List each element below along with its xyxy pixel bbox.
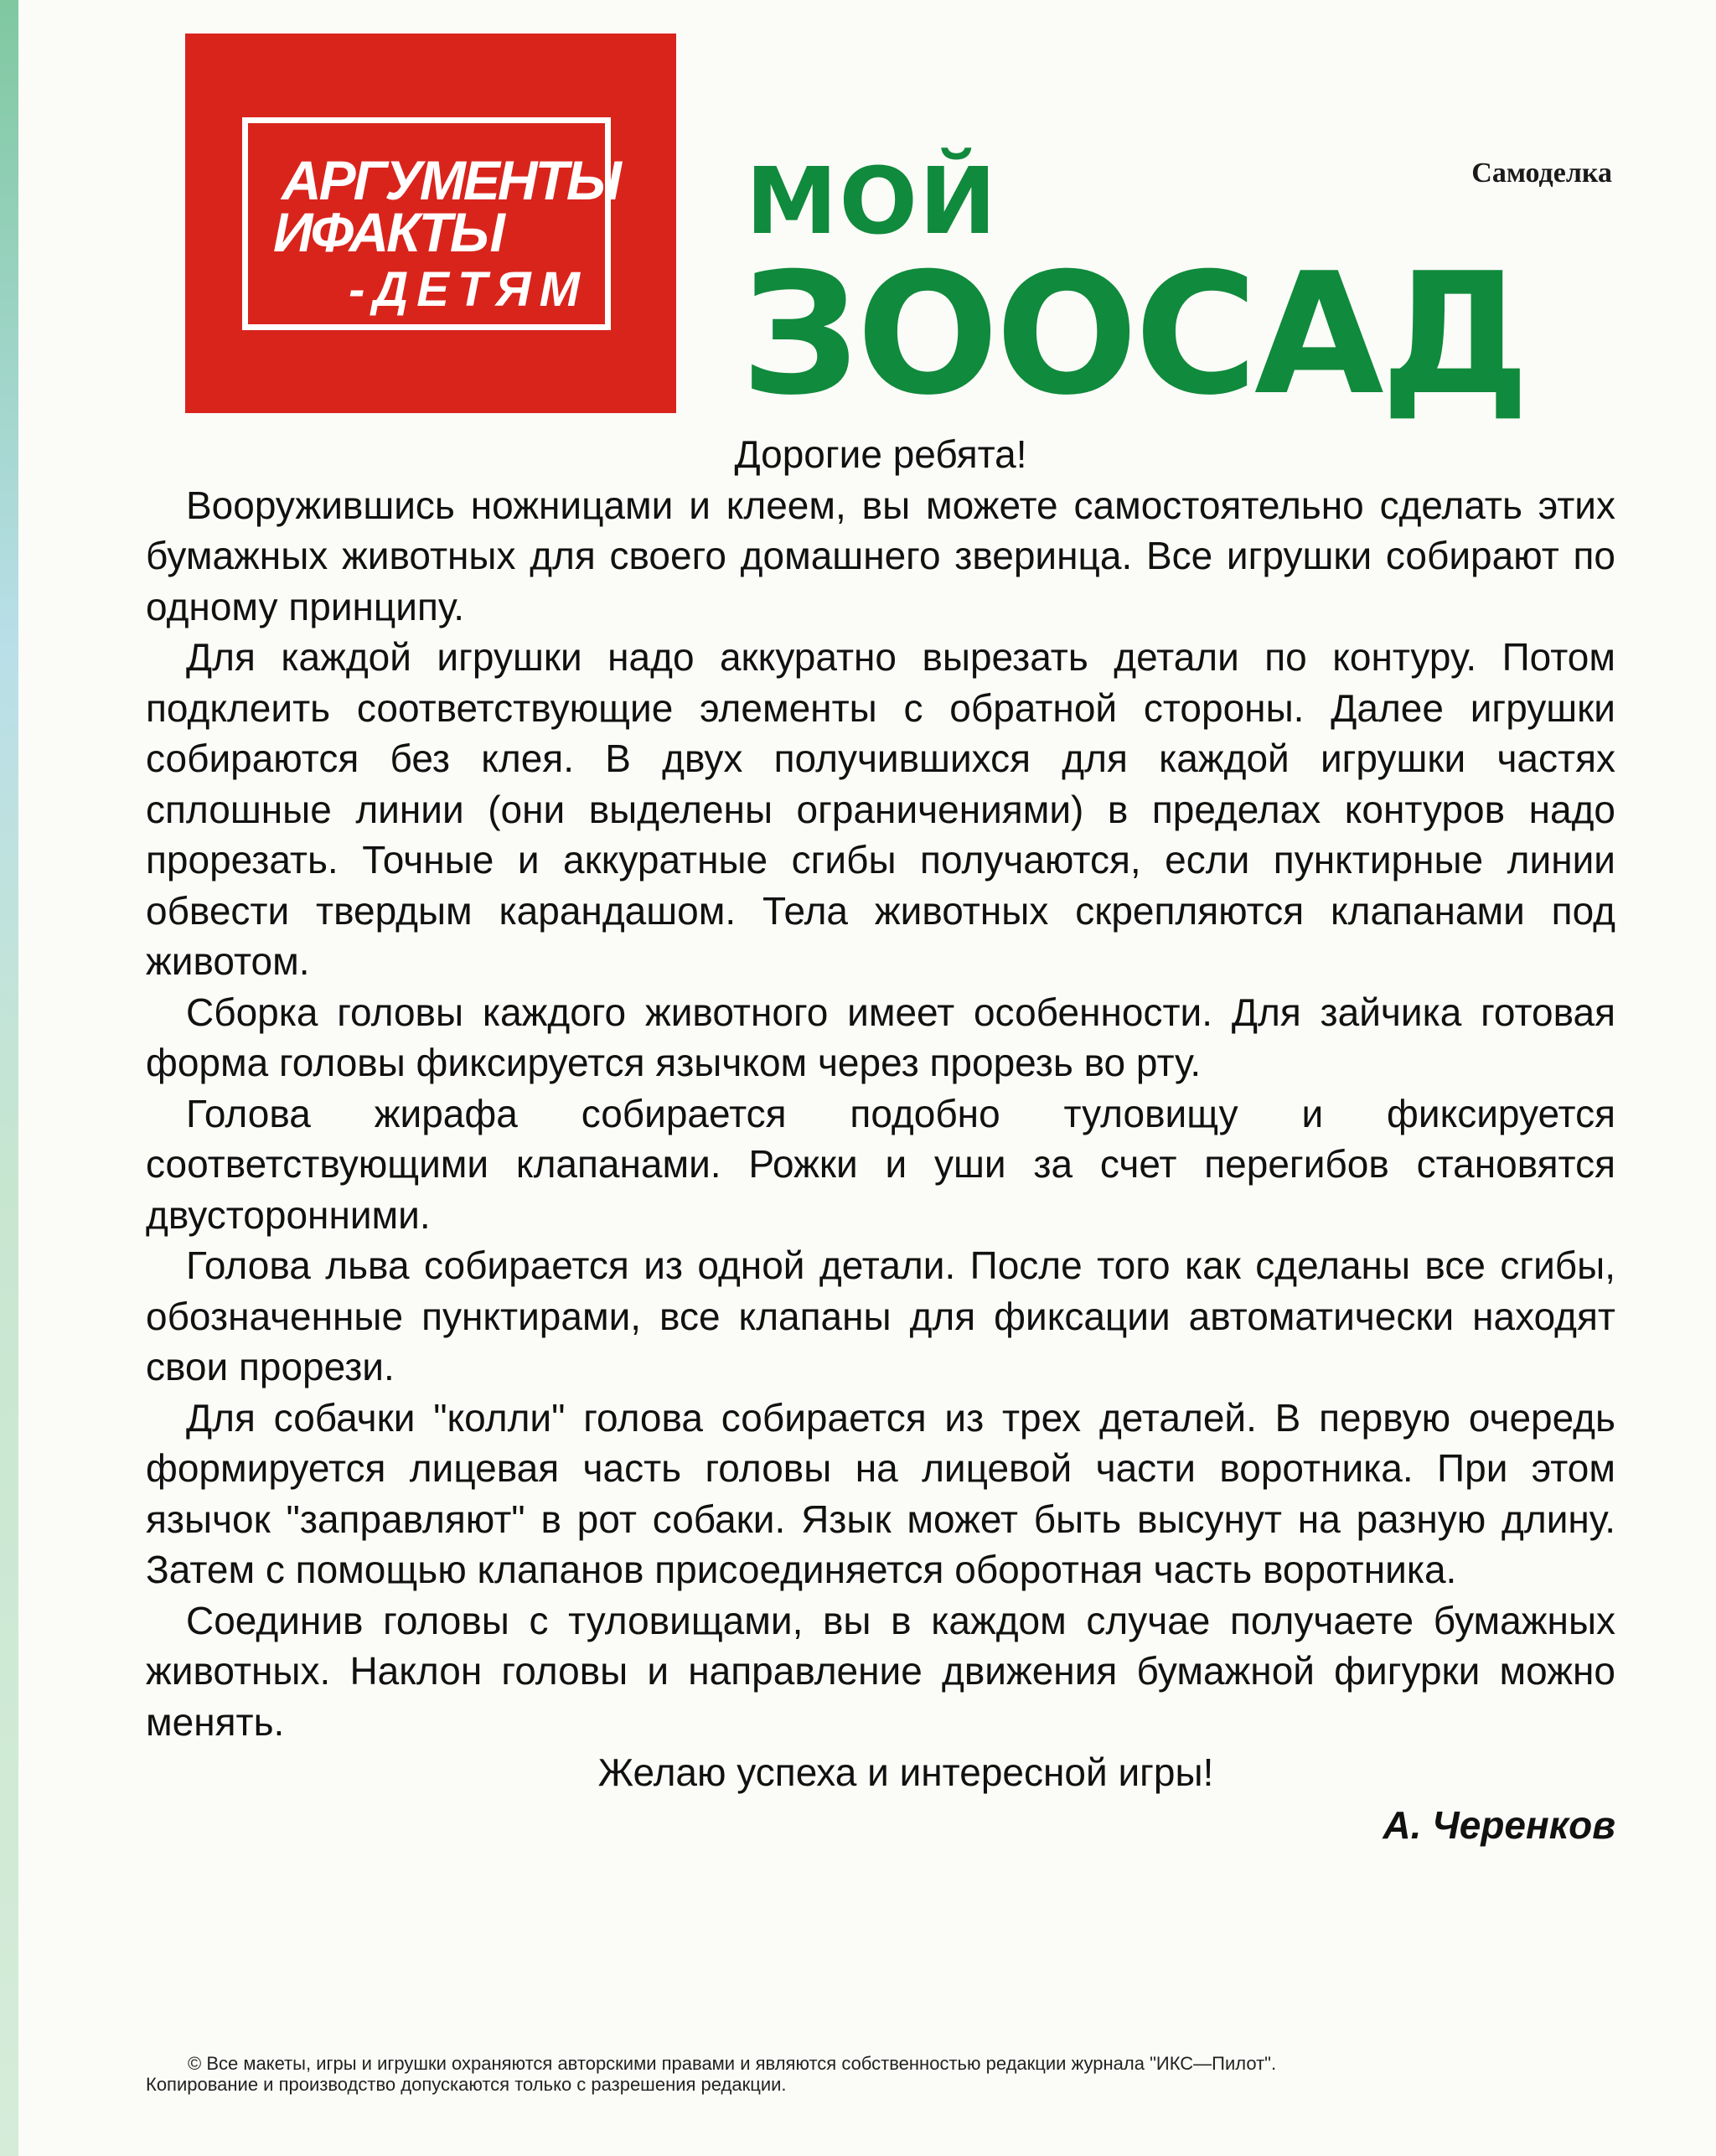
section-label: Самоделка (1471, 158, 1612, 189)
copyright-notice (146, 2053, 1620, 2095)
paragraph: Вооружившись ножницами и клеем, вы можете самостоятельно сделать этих бумажных животных для своего домашнего зверинца. Все игрушки собирают по одному принципу. (146, 483, 1615, 628)
left-edge-strip (0, 0, 18, 2156)
paragraph: Голова жирафа собирается подобно туловищу и фиксируется соответствующими клапанами. Рожки и уши за счет перегибов становятся двусторонними. (146, 1091, 1615, 1237)
paragraph: Сборка головы каждого животного имеет особенности. Для зайчика готовая форма головы фиксируется язычком через прорезь во рту. (146, 990, 1615, 1084)
page (18, 0, 1716, 2156)
title-small: МОЙ (746, 147, 999, 255)
logo-frame (242, 117, 619, 330)
magazine-logo (185, 34, 676, 413)
author-signature: А. Черенков (1383, 1802, 1615, 1847)
logo-line-3: -ДЕТЯМ (349, 262, 588, 317)
copyright-line-2: Копирование и производство допускаются только с разрешения редакции. (146, 2074, 787, 2095)
logo-line-2: ИФАКТЫ (273, 201, 503, 263)
paragraph: Для каждой игрушки надо аккуратно вырезать детали по контуру. Потом подклеить соответствующие элементы с обратной стороны. Далее игрушки собираются без клея. В двух получившихся для каждой игрушки частях сплошные линии (они выделены ограничениями) в пределах контуров надо прорезать. Точные и аккуратные сгибы получаются, если пунктирные линии обвести твердым карандашом. Тела животных скрепляются клапанами под животом. (146, 635, 1615, 983)
paragraph: Для собачки "колли" голова собирается из трех деталей. В первую очередь формируется лицевая часть головы на лицевой части воротника. При этом язычок "заправляют" в рот собаки. Язык может быть высунут на разную длину. Затем с помощью клапанов присоединяется оборотная часть воротника. (146, 1395, 1615, 1591)
paragraph: Голова льва собирается из одной детали. После того как сделаны все сгибы, обозначенные пунктирами, все клапаны для фиксации автоматически находят свои прорези. (146, 1243, 1615, 1388)
closing-line: Желаю успеха и интересной игры! (597, 1750, 1214, 1794)
copyright-line-1: © Все макеты, игры и игрушки охраняются авторскими правами и являются собственностью редакции журнала "ИКС—Пилот". (188, 2053, 1277, 2074)
title-big: ЗООСАД (741, 237, 1527, 432)
paragraph: Соединив головы с туловищами, вы в каждом случае получаете бумажных животных. Наклон головы и направление движения бумажной фигурки можно менять. (146, 1598, 1615, 1744)
article-body (146, 429, 1615, 1850)
greeting: Дорогие ребята! (734, 432, 1027, 476)
logo-line-1: АРГУМЕНТЫ (282, 149, 619, 211)
